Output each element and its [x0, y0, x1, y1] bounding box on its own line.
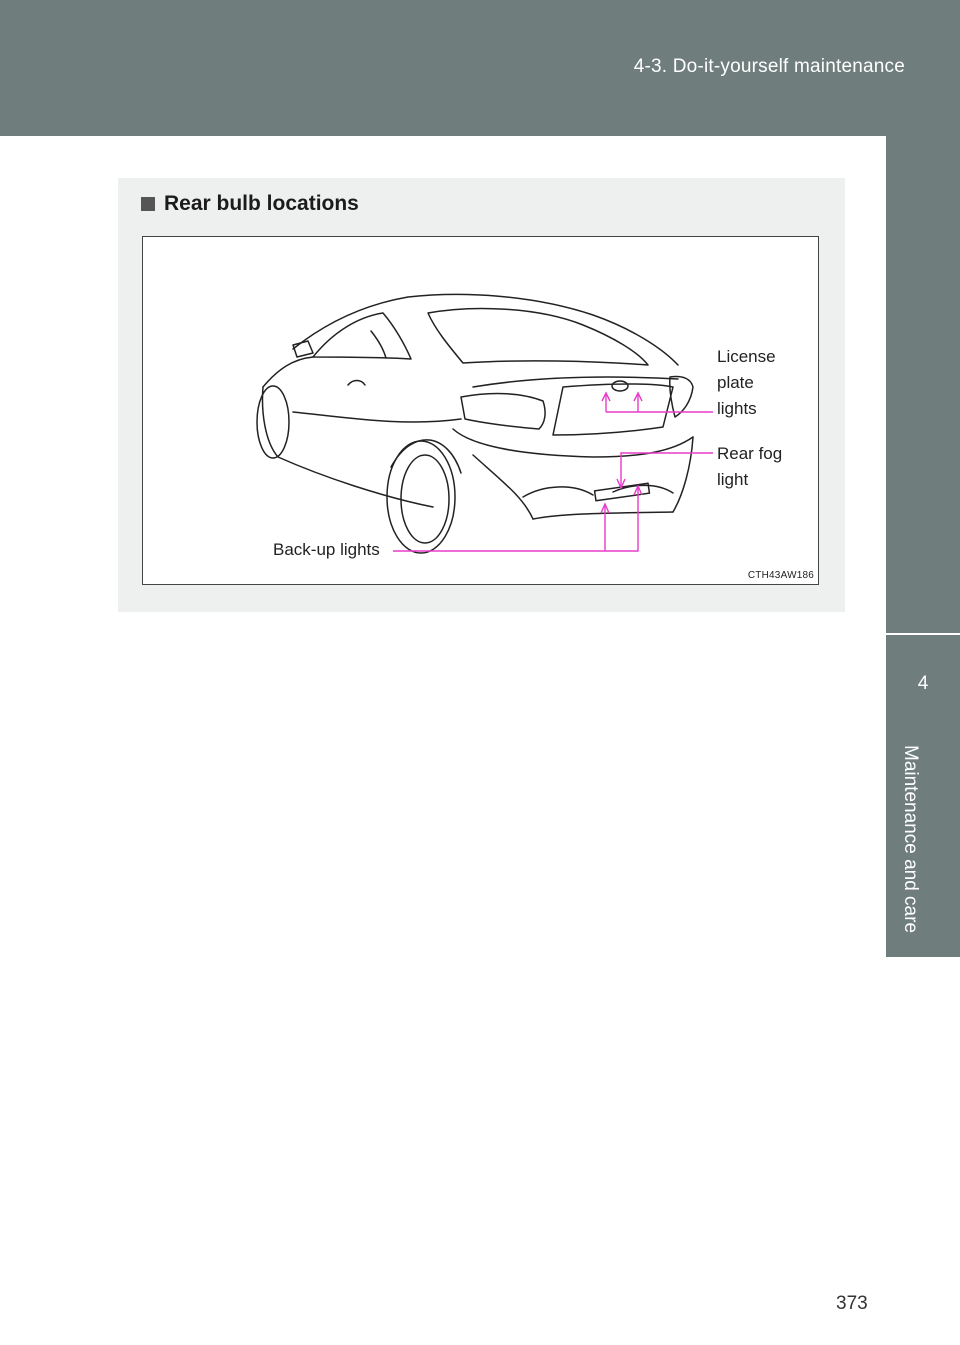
figure-code: CTH43AW186 [747, 570, 814, 581]
backup-lights-callout: Back-up lights [273, 540, 380, 559]
rear-fog-light-callout [717, 441, 782, 493]
square-bullet-icon [141, 197, 155, 211]
license-plate-lights-callout [717, 344, 776, 422]
chapter-title: Maintenance and care [900, 745, 921, 934]
panel-heading [141, 192, 359, 216]
callout-line: Rear fog [717, 444, 783, 463]
callout-line: License [717, 347, 776, 366]
rear-bulb-figure [142, 236, 819, 585]
section-title: 4-3. Do-it-yourself maintenance [633, 56, 905, 77]
panel-heading-text: Rear bulb locations [164, 192, 359, 215]
chapter-number: 4 [917, 673, 929, 694]
side-tab-divider [886, 633, 960, 635]
callout-line: lights [717, 399, 757, 418]
callout-line: plate [717, 373, 754, 392]
callout-line: light [717, 470, 749, 489]
page-number: 373 [836, 1293, 868, 1314]
